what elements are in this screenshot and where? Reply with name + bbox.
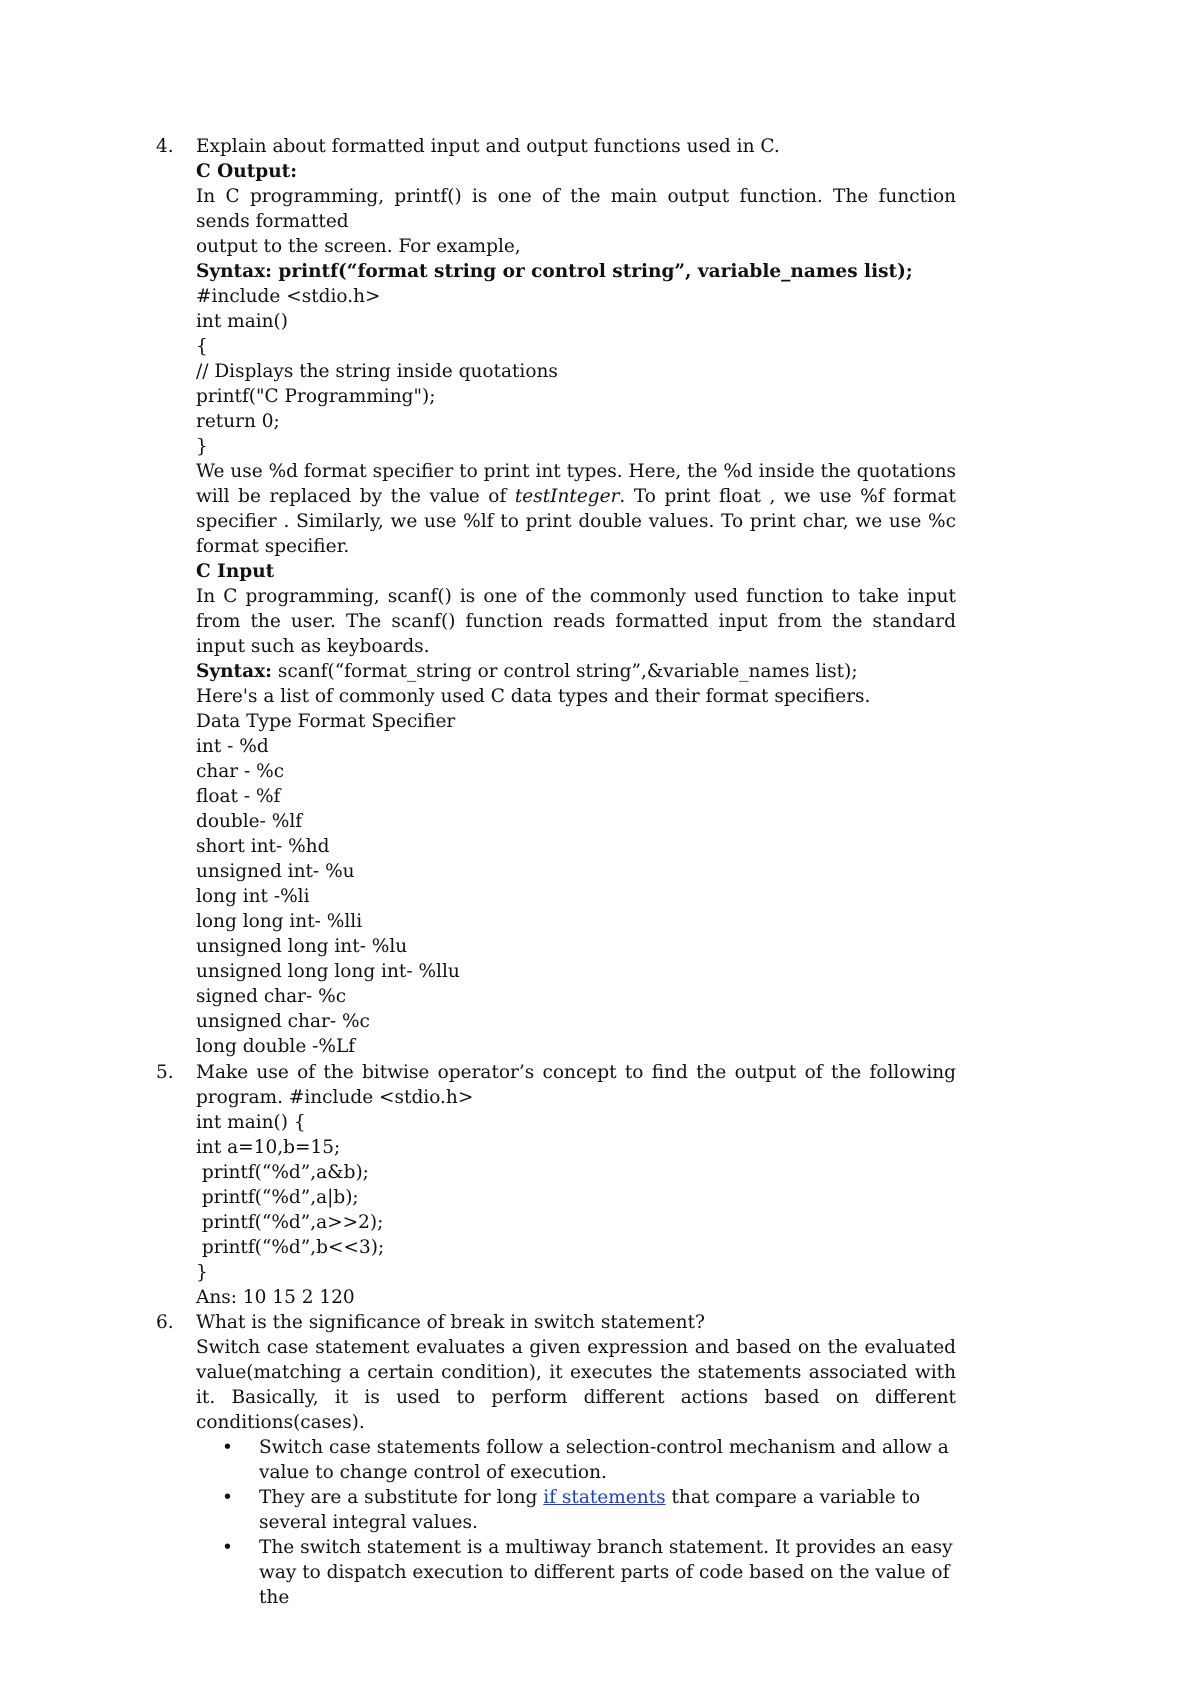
code-line: return 0; — [196, 411, 280, 432]
specifier-item: double- %lf — [196, 811, 303, 832]
list-item — [196, 1535, 956, 1610]
input-paragraph: In C programming, scanf() is one of the commonly used function to take input from the user. The scanf() function reads formatted input from the standard input such as keyboards. — [196, 586, 956, 657]
list-item — [196, 1485, 956, 1535]
specifier-list — [196, 734, 956, 1059]
q6-bullet-list — [196, 1435, 956, 1610]
code-line: printf("C Programming"); — [196, 386, 436, 407]
list-item — [196, 1435, 956, 1485]
bullet-text-b: that compare a variable to several integral values. — [259, 1487, 921, 1533]
specifier-item: int - %d — [196, 736, 269, 757]
specifier-item: long long int- %lli — [196, 911, 363, 932]
printf-syntax: Syntax: printf(“format string or control string”, variable_names list); — [196, 261, 913, 282]
bullet-icon: • — [222, 1487, 233, 1508]
scanf-syntax-text: scanf(“format_string or control string”,&variable_names list); — [271, 661, 858, 682]
q5-question: Make use of the bitwise operator’s concept to find the output of the following program. #include <stdio.h> — [196, 1062, 956, 1108]
output-intro-line1: In C programming, printf() is one of the main output function. The function sends formatted — [196, 186, 956, 232]
q6-block — [196, 1310, 956, 1610]
q6-paragraph: Switch case statement evaluates a given expression and based on the evaluated value(matching a certain condition), it executes the statements associated with it. Basically, it is used to perform different actions based on different conditions(cases). — [196, 1337, 956, 1433]
c-input-heading: C Input — [196, 561, 275, 582]
specifier-item: long int -%li — [196, 886, 310, 907]
test-integer-term: testInteger — [514, 486, 620, 507]
format-specifier-paragraph — [196, 459, 956, 559]
bullet-text-a: They are a substitute for long — [259, 1487, 544, 1508]
bullet-icon: • — [222, 1437, 233, 1458]
output-intro-line2: output to the screen. For example, — [196, 236, 521, 257]
specifier-table-header: Data Type Format Specifier — [196, 711, 456, 732]
output-intro — [196, 184, 956, 234]
scanf-syntax-label: Syntax: — [196, 661, 272, 682]
if-statements-link[interactable]: if statements — [543, 1487, 666, 1508]
format-para-a: We use %d format specifier to print int types. Here, the %d inside the quotations will be replaced by the value of — [196, 461, 956, 507]
code-line: printf(“%d”,b<<3); — [196, 1237, 385, 1258]
q5-block — [196, 1060, 956, 1310]
code-line: #include <stdio.h> — [196, 286, 381, 307]
q4-question: Explain about formatted input and output functions used in C. — [196, 136, 780, 157]
q4-block — [196, 134, 956, 1059]
code-line: int a=10,b=15; — [196, 1137, 341, 1158]
specifier-item: char - %c — [196, 761, 285, 782]
code-line: { — [196, 336, 208, 357]
q6-number: 6. — [156, 1312, 174, 1333]
bullet-text: The switch statement is a multiway branch statement. It provides an easy way to dispatch execution to different parts of code based on the value of the — [259, 1537, 953, 1608]
q4-number: 4. — [156, 136, 174, 157]
bullet-icon: • — [222, 1537, 233, 1558]
bullet-text: Switch case statements follow a selection-control mechanism and allow a value to change control of execution. — [259, 1437, 949, 1483]
code-line: printf(“%d”,a&b); — [196, 1162, 369, 1183]
q6-question: What is the significance of break in switch statement? — [196, 1312, 705, 1333]
c-output-heading: C Output: — [196, 161, 298, 182]
specifier-item: long double -%Lf — [196, 1036, 356, 1057]
q5-number: 5. — [156, 1062, 174, 1083]
specifier-item: signed char- %c — [196, 986, 347, 1007]
code-line: printf(“%d”,a|b); — [196, 1187, 359, 1208]
format-para-b: . To print float , we use %f format specifier . Similarly, we use %lf to print double values. To print char, we use %c format specifier. — [196, 486, 956, 557]
code-line: } — [196, 1262, 208, 1283]
specifier-item: unsigned int- %u — [196, 861, 355, 882]
code-line: } — [196, 436, 208, 457]
q5-answer: Ans: 10 15 2 120 — [196, 1287, 355, 1308]
scanf-syntax — [196, 659, 956, 684]
specifier-item: unsigned long int- %lu — [196, 936, 408, 957]
code-line: int main() { — [196, 1112, 306, 1133]
specifier-list-intro: Here's a list of commonly used C data types and their format specifiers. — [196, 686, 871, 707]
specifier-item: float - %f — [196, 786, 281, 807]
q4-code-block — [196, 284, 956, 459]
specifier-item: unsigned long long int- %llu — [196, 961, 460, 982]
code-line: // Displays the string inside quotations — [196, 361, 558, 382]
specifier-item: unsigned char- %c — [196, 1011, 370, 1032]
code-line: printf(“%d”,a>>2); — [196, 1212, 384, 1233]
code-line: int main() — [196, 311, 288, 332]
q5-code-block — [196, 1110, 956, 1285]
specifier-item: short int- %hd — [196, 836, 330, 857]
